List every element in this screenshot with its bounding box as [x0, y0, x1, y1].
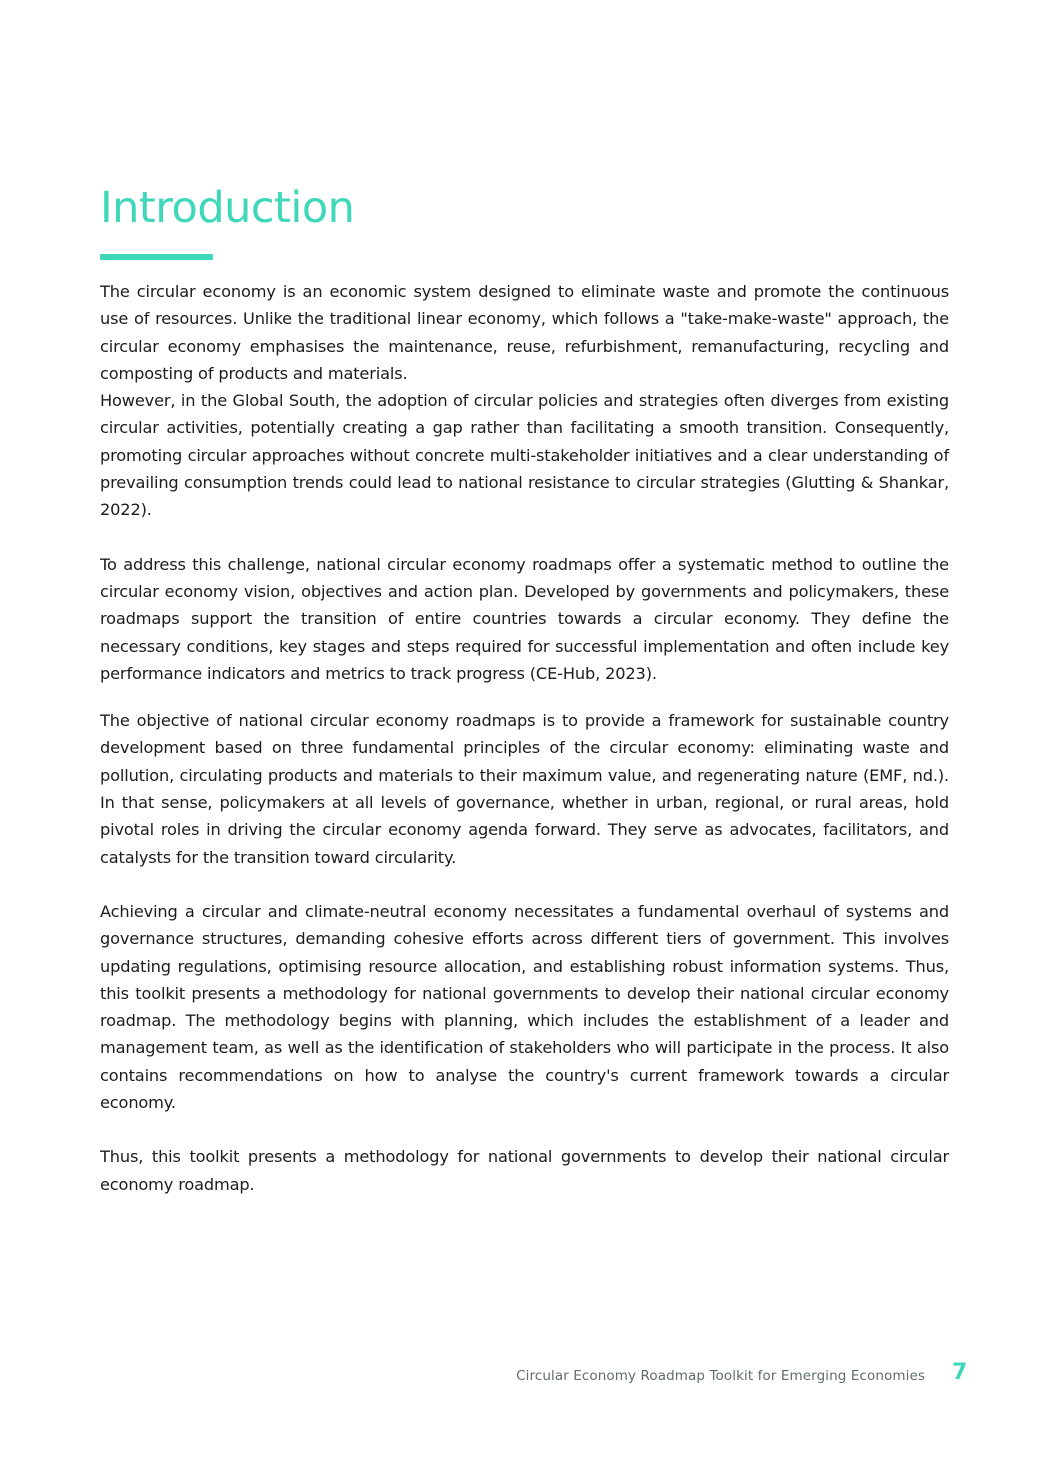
paragraph-5: Achieving a circular and climate-neutral economy necessitates a fundamental overhaul of systems and governance structures, demanding cohesive efforts across different tiers of government. This involves updating regulations, optimising resource allocation, and establishing robust information systems. Thus, this toolkit presents a methodology for national governments to develop their national circular economy roadmap. The methodology begins with planning, which includes the establishment of a leader and management team, as well as the identification of stakeholders who will participate in the process. It also contains recommendations on how to analyse the country's current framework towards a circular economy. — [100, 901, 949, 1113]
footer-document-title: Circular Economy Roadmap Toolkit for Emerging Economies — [516, 1368, 925, 1384]
paragraph-6: Thus, this toolkit presents a methodology for national governments to develop their national circular economy roadmap. — [100, 1147, 949, 1194]
section-heading: Introduction — [100, 183, 355, 233]
paragraph-3: To address this challenge, national circular economy roadmaps offer a systematic method to outline the circular economy vision, objectives and action plan. Developed by governments and policymakers, these roadmaps support the transition of entire countries towards a circular economy. They define the necessary conditions, key stages and steps required for successful implementation and often include key performance indicators and metrics to track progress (CE-Hub, 2023). — [100, 554, 949, 683]
heading-underline-divider — [100, 254, 213, 260]
body-text — [100, 278, 949, 1198]
paragraph-2: However, in the Global South, the adoption of circular policies and strategies often diverges from existing circular activities, potentially creating a gap rather than facilitating a smooth transition. Consequently, promoting circular approaches without concrete multi-stakeholder initiatives and a clear understanding of prevailing consumption trends could lead to national resistance to circular strategies (Glutting & Shankar, 2022). — [100, 391, 949, 520]
page-footer — [0, 1360, 1049, 1390]
paragraph-4: The objective of national circular economy roadmaps is to provide a framework for sustainable country development based on three fundamental principles of the circular economy: eliminating waste and pollution, circulating products and materials to their maximum value, and regenerating nature (EMF, nd.). In that sense, policymakers at all levels of governance, whether in urban, regional, or rural areas, hold pivotal roles in driving the circular economy agenda forward. They serve as advocates, facilitators, and catalysts for the transition toward circularity. — [100, 711, 949, 867]
paragraph-1: The circular economy is an economic system designed to eliminate waste and promote the continuous use of resources. Unlike the traditional linear economy, which follows a "take-make-waste" approach, the circular economy emphasises the maintenance, reuse, refurbishment, remanufacturing, recycling and composting of products and materials. — [100, 282, 949, 383]
page-number: 7 — [952, 1360, 968, 1385]
